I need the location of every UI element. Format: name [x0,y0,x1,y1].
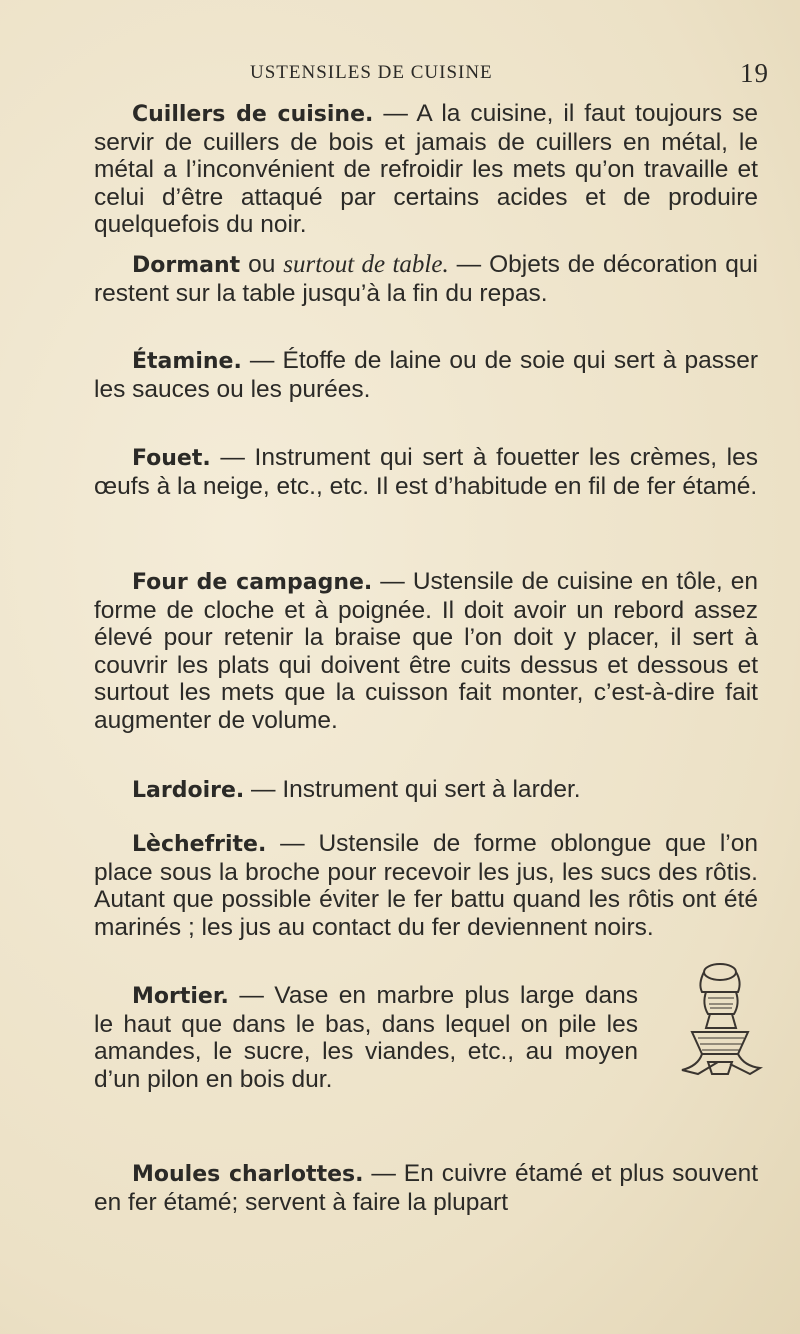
entry-term: Lèchefrite. [132,832,267,857]
entry-lechefrite [94,830,758,941]
entry-text: — Étoffe de laine ou de soie qui sert à passer les sauces ou les purées. [94,347,758,403]
entry-text: — Ustensile de cuisine en tôle, en forme de cloche et à poignée. Il doit avoir un rebord assez élevé pour retenir la braise que l’on doit y placer, il sert à couvrir les plats qui doivent être cuits dessus et dessous et surtout les mets que la cuisson fait monter, c’est-à-dire fait augmenter de volume. [94,568,759,734]
mortar-and-pestle-icon [668,958,764,1088]
entry-term: Fouet. [132,446,211,471]
running-title: USTENSILES DE CUISINE [250,62,493,83]
entry-dormant [94,251,758,307]
entry-term: Dormant [132,253,241,278]
entry-text: — Vase en marbre plus large dans le haut que dans le bas, dans lequel on pile les amandes, le sucre, les viandes, etc., au moyen d’un pilon en bois dur. [94,982,638,1093]
entry-term: Moules charlottes. [132,1162,364,1187]
entry-fouet [94,444,758,500]
entry-etamine [94,347,758,403]
entry-text: — Instrument qui sert à larder. [244,776,581,803]
entry-term: Mortier. [132,984,229,1009]
entry-moules-charlottes [94,1160,758,1216]
entry-term: Four de campagne. [132,570,373,595]
entry-term: Étamine. [132,349,242,374]
page-header [0,58,800,96]
entry-text: — A la cuisine, il faut toujours se servir de cuillers de bois et jamais de cuillers en métal, le métal a l’inconvénient de refroidir les mets qu’on travaille et celui d’être attaqué par certains acides et de produire quelquefois du noir. [94,100,758,239]
entry-lardoire [94,776,758,805]
entry-text: — Objets de décoration qui restent sur la table jusqu’à la fin du repas. [94,251,759,307]
page-number: 19 [740,58,769,88]
entry-connector: ou [240,251,284,278]
entry-text: — En cuivre étamé et plus souvent en fer étamé; servent à faire la plupart [94,1160,758,1216]
entry-text: — Instrument qui sert à fouetter les crèmes, les œufs à la neige, etc., etc. Il est d’habitude en fil de fer étamé. [94,444,758,500]
entry-alt-term: surtout de table. [283,251,449,278]
entry-term: Cuillers de cuisine. [132,102,374,127]
entry-four-de-campagne [94,568,758,735]
entry-cuillers [94,100,758,239]
entry-text: — Ustensile de forme oblongue que l’on place sous la broche pour recevoir les jus, les sucs des rôtis. Autant que possible éviter le fer battu quand les rôtis ont été marinés ; les jus au contact du fer deviennent noirs. [94,830,758,941]
entry-mortier [94,982,758,1093]
entry-term: Lardoire. [132,778,245,803]
